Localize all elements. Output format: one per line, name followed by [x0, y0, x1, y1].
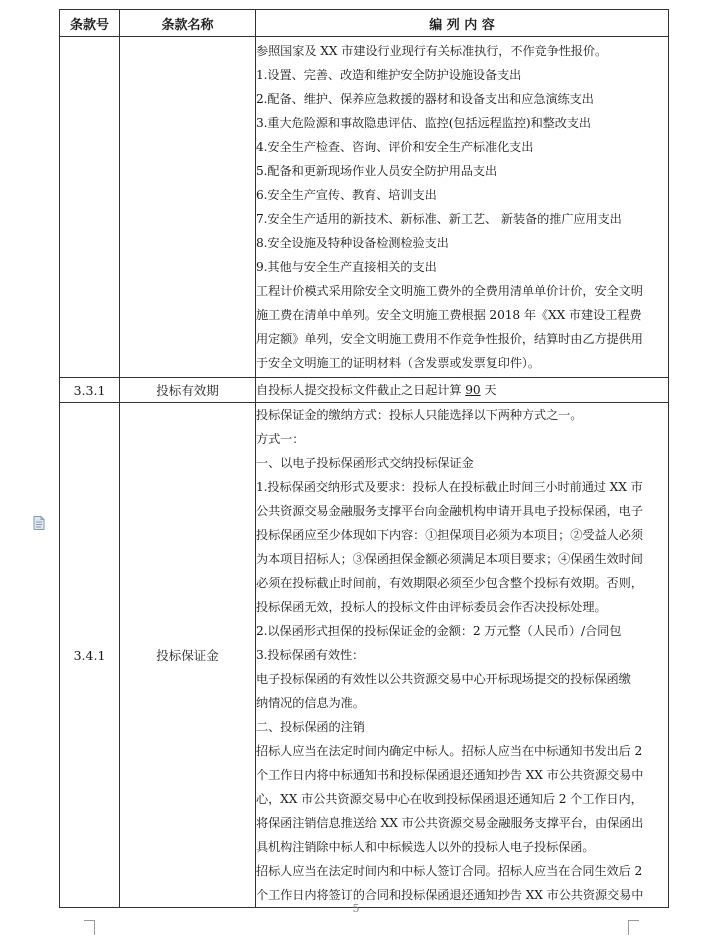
- content-line: 8.安全设施及特种设备检测检验支出: [256, 236, 449, 250]
- header-clause-name: 条款名称: [120, 10, 256, 37]
- content-line: 5.配备和更新现场作业人员安全防护用品支出: [256, 164, 498, 178]
- content-line: 纳情况的信息为准。: [256, 696, 365, 710]
- table-header-row: [60, 10, 669, 37]
- content-line: 于安全文明施工的证明材料（含发票或发票复印件）。: [256, 356, 540, 370]
- clause-no-cell: [60, 37, 120, 378]
- content-line: 公共资源交易金融服务支撑平台向金融机构申请开具电子投标保函，电子: [256, 504, 643, 518]
- table-row: [60, 403, 669, 908]
- table-row: [60, 37, 669, 378]
- content-line: 3.重大危险源和事故隐患评估、监控(包括远程监控)和整改支出: [256, 116, 592, 130]
- content-line: 2.以保函形式担保的投标保证金的金额：2 万元整（人民币）/合同包: [256, 624, 622, 638]
- clause-content-cell: [256, 378, 669, 403]
- content-line: 电子投标保函的有效性以公共资源交易中心开标现场提交的投标保函缴: [256, 672, 631, 686]
- clause-no-cell: 3.3.1: [60, 378, 120, 403]
- content-line: 方式一：: [256, 432, 305, 446]
- clause-name-cell: 投标保证金: [120, 403, 256, 908]
- content-line: 1.投标保函交纳形式及要求：投标人在投标截止时间三小时前通过 XX 市: [256, 480, 643, 494]
- clause-no-cell: 3.4.1: [60, 403, 120, 908]
- content-line: 1.设置、完善、改造和维护安全防护设施设备支出: [256, 68, 522, 82]
- validity-prefix: 自投标人提交投标文件截止之日起计算: [256, 383, 466, 397]
- content-line: 投标保函应至少体现如下内容：①担保项目必须为本项目；②受益人必须: [256, 528, 643, 542]
- content-line: 用定额》单列，安全文明施工费用不作竞争性报价，结算时由乙方提供用: [256, 332, 643, 346]
- content-line: 工程计价模式采用除安全文明施工费外的全费用清单单价计价，安全文明: [256, 284, 643, 298]
- content-line: 个工作日内将中标通知书和投标保函退还通知抄告 XX 市公共资源交易中: [256, 768, 644, 782]
- clause-content-cell: [256, 403, 669, 908]
- content-line: 个工作日内将签订的合同和投标保函退还通知抄告 XX 市公共资源交易中: [256, 888, 644, 902]
- table-row: [60, 378, 669, 403]
- content-line: 6.安全生产宣传、教育、培训支出: [256, 188, 437, 202]
- content-line: 参照国家及 XX 市建设行业现行有关标准执行，不作竞争性报价。: [256, 44, 608, 58]
- content-line: 投标保函无效，投标人的投标文件由评标委员会作否决投标处理。: [256, 600, 607, 614]
- content-line: 7.安全生产适用的新技术、新标准、新工艺、 新装备的推广应用支出: [256, 212, 622, 226]
- content-line: 一、以电子投标保函形式交纳投标保证金: [256, 456, 474, 470]
- content-line: 招标人应当在法定时间内和中标人签订合同。招标人应当在合同生效后 2: [256, 864, 643, 878]
- content-line: 4.安全生产检查、咨询、评价和安全生产标准化支出: [256, 140, 534, 154]
- margin-corner-mark: [628, 920, 639, 935]
- clause-name-cell: [120, 37, 256, 378]
- content-line: [256, 378, 668, 402]
- content-line: 施工费在清单中单列。安全文明施工费根据 2018 年《XX 市建设工程费: [256, 308, 642, 322]
- header-content: 编 列 内 容: [256, 10, 669, 37]
- header-clause-no: 条款号: [60, 10, 120, 37]
- content-line: 具机构注销除中标人和中标候选人以外的投标人电子投标保函。: [256, 840, 595, 854]
- content-line: 招标人应当在法定时间内确定中标人。招标人应当在中标通知书发出后 2: [256, 744, 643, 758]
- content-line: 将保函注销信息推送给 XX 市公共资源交易金融服务支撑平台，由保函出: [256, 816, 644, 830]
- document-icon[interactable]: [33, 515, 45, 529]
- clause-name-cell: 投标有效期: [120, 378, 256, 403]
- content-line: 2.配备、维护、保养应急救援的器材和设备支出和应急演练支出: [256, 92, 594, 106]
- content-line: 投标保证金的缴纳方式：投标人只能选择以下两种方式之一。: [256, 408, 583, 422]
- validity-days: 90: [465, 383, 481, 397]
- content-line: 必须在投标截止时间前，有效期限必须至少包含整个投标有效期。否则，: [256, 576, 643, 590]
- margin-corner-mark: [84, 920, 95, 935]
- clause-content-cell: [256, 37, 669, 378]
- clause-table: [59, 9, 669, 908]
- validity-suffix: 天: [480, 383, 497, 397]
- content-line: 二、投标保函的注销: [256, 720, 365, 734]
- page-number: 5: [352, 902, 360, 915]
- content-line: 心，XX 市公共资源交易中心在收到投标保函退还通知后 2 个工作日内，: [256, 792, 643, 806]
- content-line: 9.其他与安全生产直接相关的支出: [256, 260, 437, 274]
- content-line: 为本项目招标人；③保函担保金额必须满足本项目要求；④保函生效时间: [256, 552, 643, 566]
- content-line: 3.投标保函有效性：: [256, 648, 365, 662]
